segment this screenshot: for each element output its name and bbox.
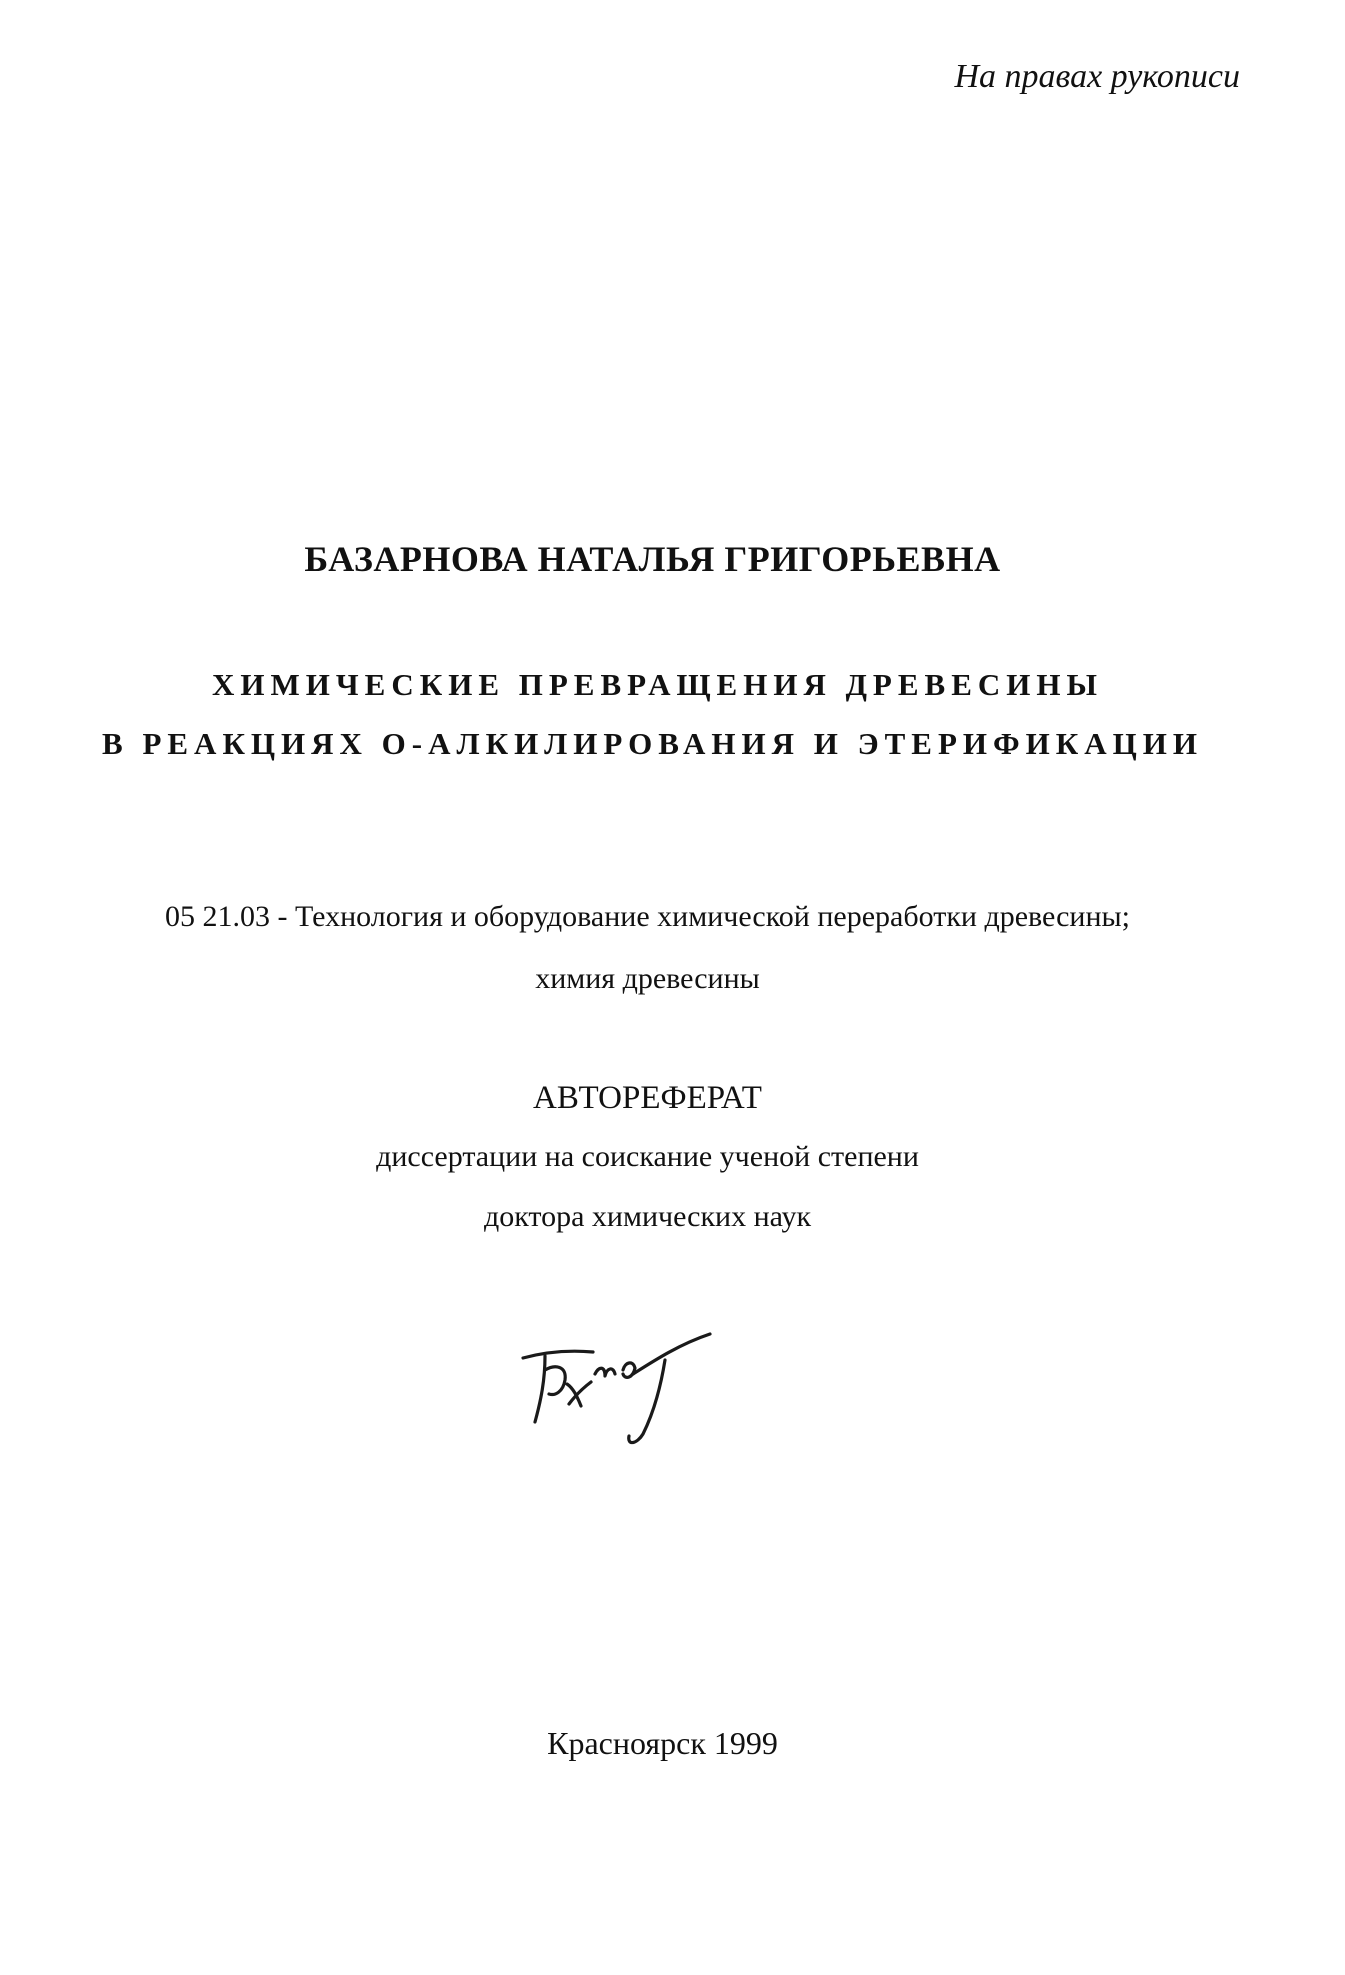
degree-line-1: диссертации на соискание ученой степени <box>376 1140 919 1173</box>
thesis-title-line-2: В РЕАКЦИЯХ О-АЛКИЛИРОВАНИЯ И ЭТЕРИФИКАЦИИ <box>102 726 1203 761</box>
signature-icon <box>515 1330 725 1450</box>
degree-line-2: доктора химических наук <box>483 1200 812 1233</box>
thesis-title-line-1: ХИМИЧЕСКИЕ ПРЕВРАЩЕНИЯ ДРЕВЕСИНЫ <box>212 667 1103 702</box>
place-and-year: Красноярск 1999 <box>547 1725 778 1761</box>
author-name: БАЗАРНОВА НАТАЛЬЯ ГРИГОРЬЕВНА <box>304 539 1001 579</box>
document-type: АВТОРЕФЕРАТ <box>533 1080 762 1116</box>
rights-note: На правах рукописи <box>954 58 1240 95</box>
specialty-code-line-2: химия древесины <box>535 962 760 995</box>
specialty-code-line-1: 05 21.03 - Технология и оборудование химической переработки древесины; <box>164 900 1130 933</box>
